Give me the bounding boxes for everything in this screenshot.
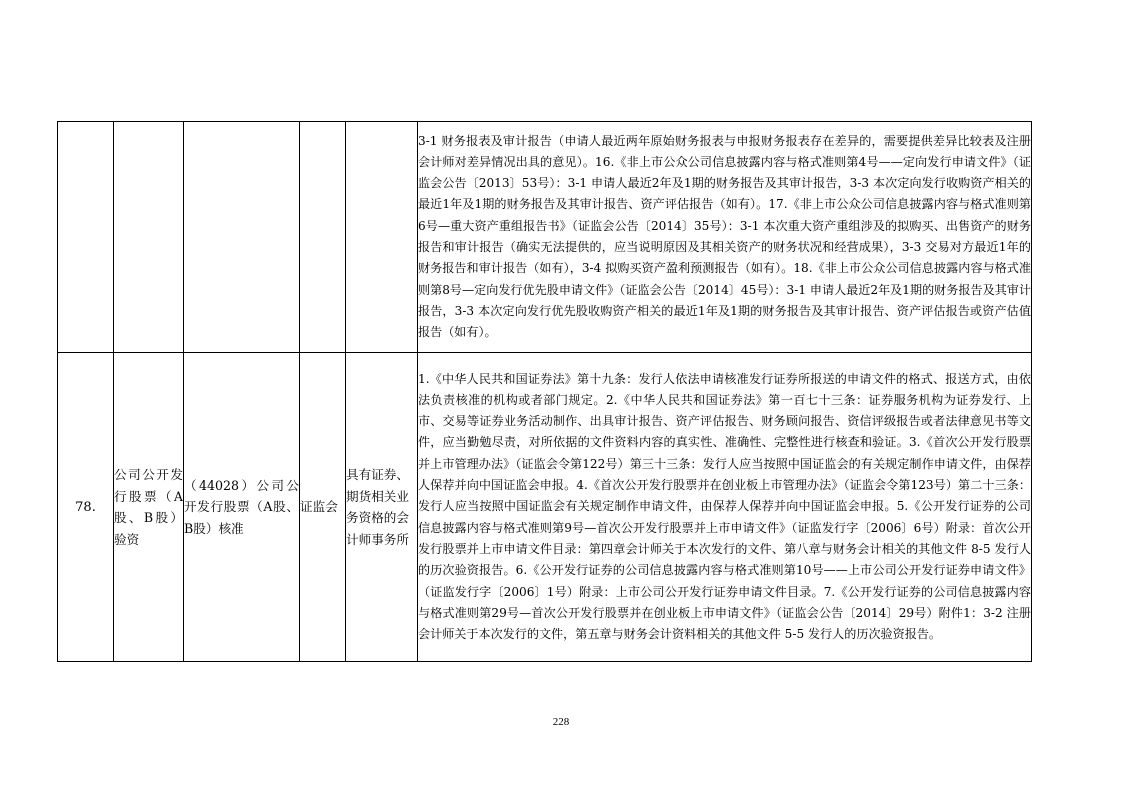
requirement-text-cell: [418, 122, 1032, 353]
entity-cell: 具有证券、期货相关业务资格的会计师事务所: [346, 353, 418, 662]
item-cell: 公司公开发行股票（A股、B股）验资: [114, 353, 184, 662]
requirement-text: 1.《中华人民共和国证券法》第十九条：发行人依法申请核准发行证券所报送的申请文件的格式、报送方式，由依法负责核准的机构或者部门规定。2.《中华人民共和国证券法》第一百七十三条：证券服务机构为证券发行、上市、交易等证券业务活动制作、出具审计报告、资产评估报告、财务顾问报告、资信评级报告或者法律意见书等文件，应当勤勉尽责，对所依据的文件资料内容的真实性、准确性、完整性进行核查和验证。3.《首次公开发行股票并上市管理办法》（证监会令第122号）第三十三条：发行人应当按照中国证监会的有关规定制作申请文件，由保荐人保荐并向中国证监会申报。4.《首次公开发行股票并在创业板上市管理办法》（证监会令第123号）第二十三条：发行人应当按照中国证监会有关规定制作申请文件，由保荐人保荐并向中国证监会申报。5.《公开发行证券的公司信息披露内容与格式准则第9号—首次公开发行股票并上市申请文件》（证监发行字〔2006〕6号）附录：首次公开发行股票并上市申请文件目录：第四章会计师关于本次发行的文件、第八章与财务会计相关的其他文件 8-5 发行人的历次验资报告。6.《公开发行证券的公司信息披露内容与格式准则第10号——上市公司公开发行证券申请文件》（证监发行字〔2006〕1号）附录：上市公司公开发行证券申请文件目录。7.《公开发行证券的公司信息披露内容与格式准则第29号—首次公开发行股票并在创业板上市申请文件》（证监会公告〔2014〕29号）附件1：3-2 注册会计师关于本次发行的文件，第五章与财务会计资料相关的其他文件 5-5 发行人的历次验资报告。: [418, 371, 1031, 642]
requirement-text-cell: [418, 353, 1032, 662]
authority-cell: 证监会: [300, 353, 346, 662]
row-number-cell: 78.: [58, 353, 114, 662]
requirement-text: 3-1 财务报表及审计报告（申请人最近两年原始财务报表与申报财务报表存在差异的，需要提供差异比较表及注册会计师对差异情况出具的意见）。16.《非上市公众公司信息披露内容与格式准则第4号——定向发行申请文件》（证监会公告〔2013〕53号）：3-1 申请人最近2年及1期的财务报告及其审计报告，3-3 本次定向发行收购资产相关的最近1年及1期的财务报告及其审计报告、资产评估报告（如有）。17.《非上市公众公司信息披露内容与格式准则第6号—重大资产重组报告书》（证监会公告〔2014〕35号）：3-1 本次重大资产重组涉及的拟购买、出售资产的财务报告和审计报告（确实无法提供的，应当说明原因及其相关资产的财务状况和经营成果），3-3 交易对方最近1年的财务报告和审计报告（如有），3-4 拟购买资产盈利预测报告（如有）。18.《非上市公众公司信息披露内容与格式准则第8号—定向发行优先股申请文件》（证监会公告〔2014〕45号）：3-1 申请人最近2年及1期的财务报告及其审计报告，3-3 本次定向发行优先股收购资产相关的最近1年及1期的财务报告及其审计报告、资产评估报告或资产估值报告（如有）。: [418, 133, 1031, 340]
requirements-table: [57, 121, 1032, 662]
page-number: 228: [552, 716, 570, 728]
table-row-78: [58, 353, 1032, 662]
row-number-cell: [58, 122, 114, 353]
entity-cell: [346, 122, 418, 353]
item-cell: [114, 122, 184, 353]
authority-cell: [300, 122, 346, 353]
basis-cell: [184, 122, 300, 353]
basis-cell: （44028）公司公开发行股票（A股、B股）核准: [184, 353, 300, 662]
table-row-continued: [58, 122, 1032, 353]
